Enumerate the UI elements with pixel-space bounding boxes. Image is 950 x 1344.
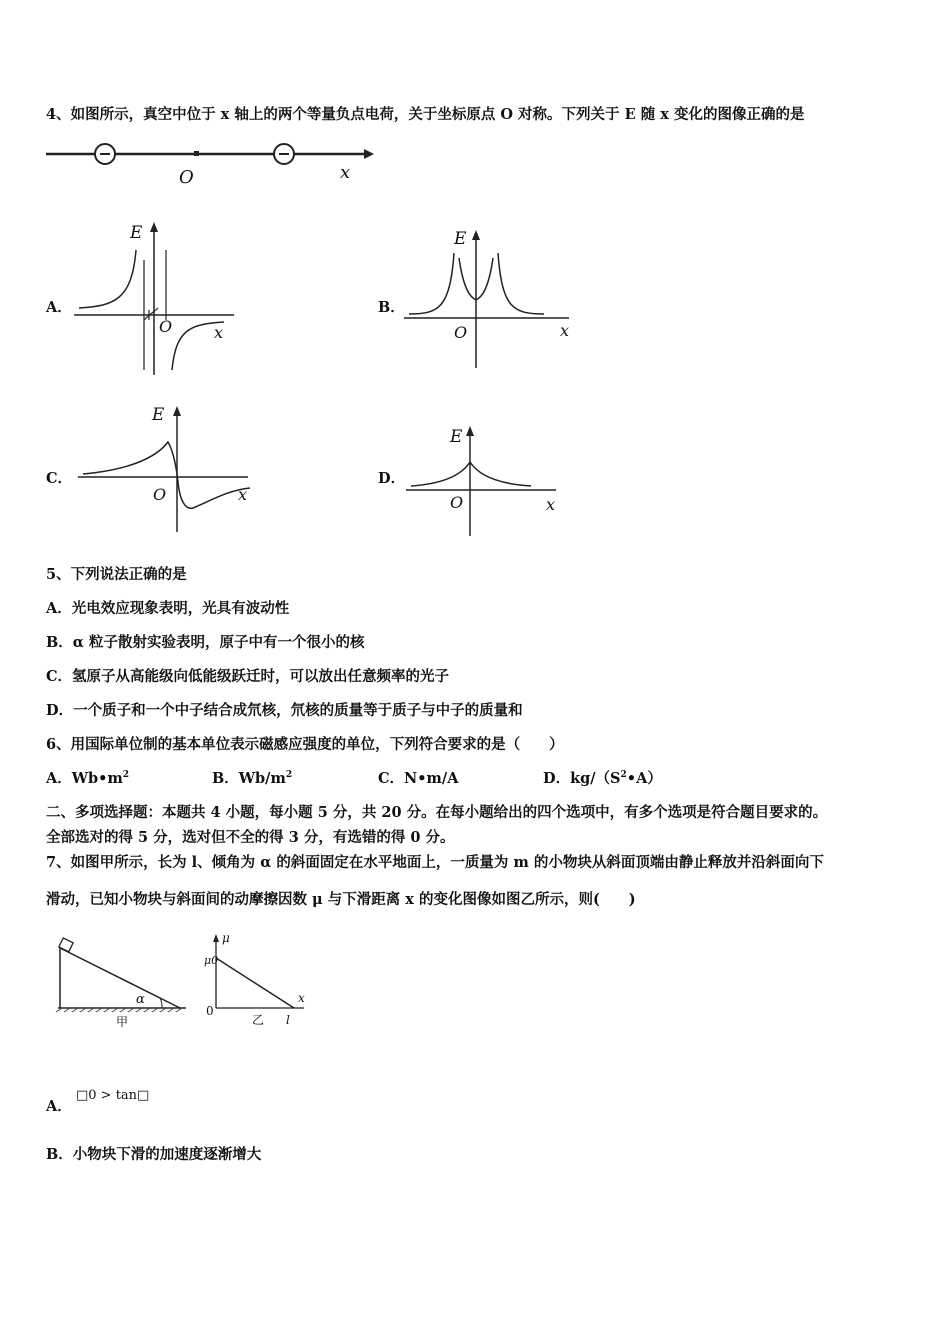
q4-graph-c: [78, 402, 268, 537]
svg-text:O: O: [153, 485, 167, 504]
q4-stem: 4、如图所示，真空中位于 x 轴上的两个等量负点电荷，关于坐标原点 O 对称。下列关于 E 随 x 变化的图像正确的是: [46, 106, 805, 123]
svg-text:x: x: [214, 323, 224, 342]
q7-figure-jia: [56, 938, 196, 1028]
svg-text:O: O: [450, 493, 464, 512]
svg-text:乙: 乙: [252, 1013, 265, 1027]
svg-text:x: x: [560, 321, 570, 340]
svg-text:0: 0: [206, 1004, 214, 1018]
q4-charge-diagram: [46, 138, 386, 188]
q4-option-c-label: C．: [46, 470, 73, 487]
svg-text:E: E: [130, 223, 143, 243]
svg-text:l: l: [286, 1013, 290, 1027]
q7-line2: 滑动，已知小物块与斜面间的动摩擦因数 μ 与下滑距离 x 的变化图像如图乙所示，则( ): [46, 891, 636, 908]
q5-stem: 5、下列说法正确的是: [46, 566, 187, 583]
q4-graph-a: [74, 220, 244, 380]
q6-option-a: A．$Wb•m^2$: [46, 770, 130, 787]
q4-graph-d: [406, 424, 586, 539]
q4-graph-b: [404, 228, 584, 373]
svg-text:x: x: [546, 495, 556, 514]
svg-text:E: E: [454, 229, 467, 249]
svg-text:甲: 甲: [116, 1015, 129, 1029]
svg-text:O: O: [159, 317, 173, 336]
svg-text:E: E: [152, 405, 165, 425]
q6-option-c: C．N•m/A: [378, 770, 459, 787]
q5-option-b: B．α 粒子散射实验表明，原子中有一个很小的核: [46, 634, 365, 651]
svg-text:E: E: [450, 427, 463, 447]
q4-option-d-label: D．: [378, 470, 406, 487]
q7-figure-yi: [204, 930, 314, 1030]
q4-fig-origin: O: [179, 167, 194, 188]
q5-option-d: D．一个质子和一个中子结合成氘核，氘核的质量等于质子与中子的质量和: [46, 702, 523, 719]
svg-text:μ: μ: [222, 931, 230, 945]
q6-option-d: D．$kg/(S^2•A)$: [543, 770, 662, 787]
q5-option-a: A．光电效应现象表明，光具有波动性: [46, 600, 290, 617]
svg-text:O: O: [454, 323, 468, 342]
q7-option-a-label: A．: [46, 1098, 72, 1115]
q6-stem: 6、用国际单位制的基本单位表示磁感应强度的单位，下列符合要求的是（ ）: [46, 736, 564, 753]
svg-text:x: x: [298, 991, 305, 1005]
q4-option-b-label: B．: [378, 299, 405, 316]
svg-text:α: α: [136, 992, 145, 1007]
q7-option-b: B．小物块下滑的加速度逐渐增大: [46, 1146, 262, 1163]
q4-option-a-label: A．: [46, 299, 72, 316]
svg-text:μ0: μ0: [204, 954, 219, 967]
svg-text:x: x: [238, 485, 248, 504]
section2-line1: 二、多项选择题：本题共 4 小题，每小题 5 分，共 20 分。在每小题给出的四个选项中，有多个选项是符合题目要求的。: [46, 804, 828, 821]
q6-option-b: B．$Wb/m^2$: [212, 770, 293, 787]
section2-line2: 全部选对的得 5 分，选对但不全的得 3 分，有选错的得 0 分。: [46, 829, 455, 846]
q7-option-a-text: □0 > tan□: [76, 1088, 150, 1103]
q4-fig-x: x: [340, 162, 351, 183]
q5-option-c: C．氢原子从高能级向低能级跃迁时，可以放出任意频率的光子: [46, 668, 450, 685]
q7-line1: 7、如图甲所示，长为 l、倾角为 α 的斜面固定在水平地面上，一质量为 m 的小物块从斜面顶端由静止释放并沿斜面向下: [46, 854, 824, 871]
